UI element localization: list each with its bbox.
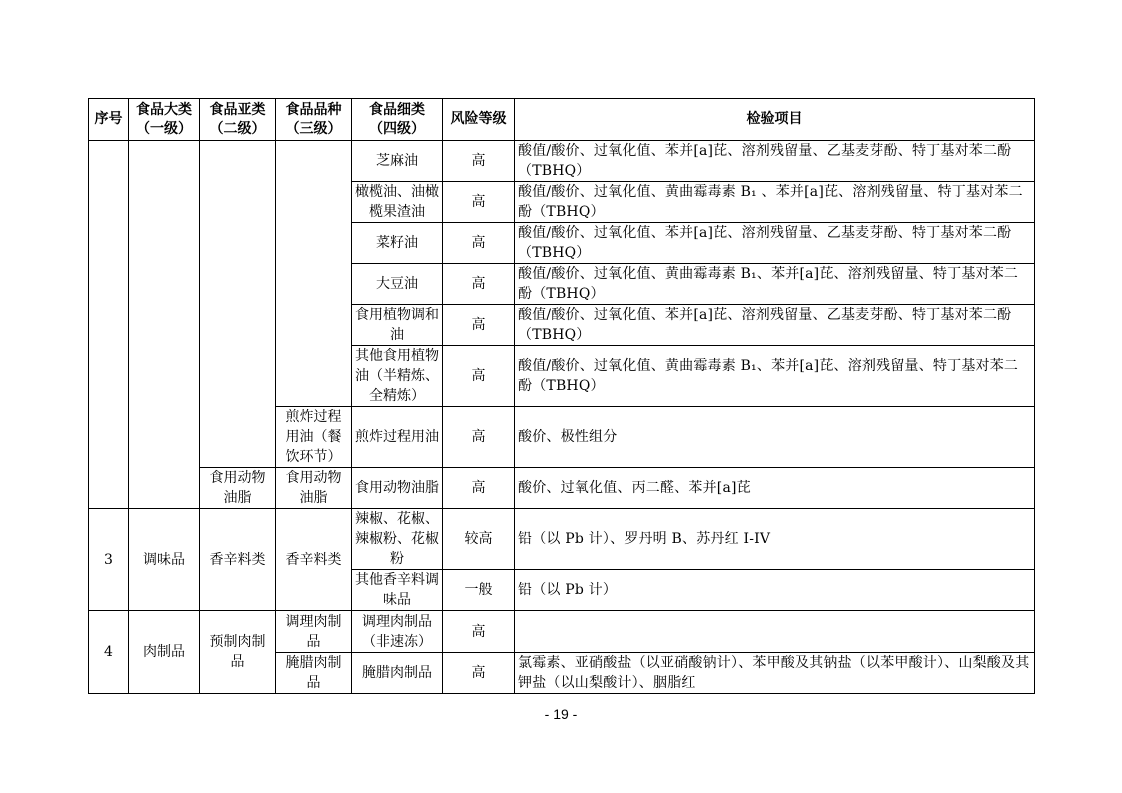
subclass-cell: 食用动物油脂: [200, 468, 276, 509]
sub-cell: 橄榄油、油橄榄果渣油: [352, 182, 443, 223]
header-category-2: 食品亚类 （二级）: [200, 99, 276, 141]
items-cell: 酸价、极性组分: [515, 407, 1035, 468]
items-cell: 铅（以 Pb 计）、罗丹明 B、苏丹红 I-IV: [515, 509, 1035, 570]
header-category-4: 食品细类 （四级）: [352, 99, 443, 141]
items-cell: [515, 611, 1035, 653]
risk-cell: 高: [443, 264, 515, 305]
sub-cell: 煎炸过程用油: [352, 407, 443, 468]
inspection-table: [88, 98, 1035, 694]
header-risk: 风险等级: [443, 99, 515, 141]
variety-cell: [276, 141, 352, 407]
sub-cell: 腌腊肉制品: [352, 653, 443, 694]
table-row: [89, 141, 1035, 182]
variety-cell: 腌腊肉制品: [276, 653, 352, 694]
risk-cell: 高: [443, 141, 515, 182]
subclass-cell: 香辛料类: [200, 509, 276, 611]
items-cell: 铅（以 Pb 计）: [515, 570, 1035, 611]
sub-cell: 食用动物油脂: [352, 468, 443, 509]
sub-cell: 调理肉制品（非速冻）: [352, 611, 443, 653]
major-cell: 调味品: [129, 509, 200, 611]
sub-cell: 其他香辛料调味品: [352, 570, 443, 611]
risk-cell: 一般: [443, 570, 515, 611]
risk-cell: 高: [443, 407, 515, 468]
header-row: [89, 99, 1035, 141]
risk-cell: 高: [443, 611, 515, 653]
page-number: - 19 -: [544, 706, 578, 722]
sub-cell: 菜籽油: [352, 223, 443, 264]
major-cell: 肉制品: [129, 611, 200, 694]
seq-cell: 4: [89, 611, 129, 694]
risk-cell: 高: [443, 346, 515, 407]
subclass-cell: [200, 141, 276, 468]
sub-cell: 食用植物调和油: [352, 305, 443, 346]
risk-cell: 高: [443, 223, 515, 264]
table-row: [89, 468, 1035, 509]
risk-cell: 高: [443, 182, 515, 223]
sub-cell: 大豆油: [352, 264, 443, 305]
seq-cell: [89, 141, 129, 509]
subclass-cell: 预制肉制品: [200, 611, 276, 694]
items-cell: 酸值/酸价、过氧化值、苯并[a]芘、溶剂残留量、乙基麦芽酚、特丁基对苯二酚（TBHQ）: [515, 305, 1035, 346]
header-category-1: 食品大类 （一级）: [129, 99, 200, 141]
items-cell: 氯霉素、亚硝酸盐（以亚硝酸钠计）、苯甲酸及其钠盐（以苯甲酸计）、山梨酸及其钾盐（以山梨酸计）、胭脂红: [515, 653, 1035, 694]
header-items: 检验项目: [515, 99, 1035, 141]
header-seq: 序号: [89, 99, 129, 141]
risk-cell: 较高: [443, 509, 515, 570]
items-cell: 酸值/酸价、过氧化值、苯并[a]芘、溶剂残留量、乙基麦芽酚、特丁基对苯二酚（TBHQ）: [515, 141, 1035, 182]
items-cell: 酸值/酸价、过氧化值、黄曲霉毒素 B₁、苯并[a]芘、溶剂残留量、特丁基对苯二酚（TBHQ）: [515, 346, 1035, 407]
major-cell: [129, 141, 200, 509]
table-row: [89, 509, 1035, 570]
items-cell: 酸价、过氧化值、丙二醛、苯并[a]芘: [515, 468, 1035, 509]
items-cell: 酸值/酸价、过氧化值、黄曲霉毒素 B₁、苯并[a]芘、溶剂残留量、特丁基对苯二酚（TBHQ）: [515, 264, 1035, 305]
items-cell: 酸值/酸价、过氧化值、黄曲霉毒素 B₁ 、苯并[a]芘、溶剂残留量、特丁基对苯二酚（TBHQ）: [515, 182, 1035, 223]
table-row: [89, 611, 1035, 653]
risk-cell: 高: [443, 653, 515, 694]
sub-cell: 辣椒、花椒、辣椒粉、花椒粉: [352, 509, 443, 570]
items-cell: 酸值/酸价、过氧化值、苯并[a]芘、溶剂残留量、乙基麦芽酚、特丁基对苯二酚（TBHQ）: [515, 223, 1035, 264]
sub-cell: 芝麻油: [352, 141, 443, 182]
header-category-3: 食品品种 （三级）: [276, 99, 352, 141]
risk-cell: 高: [443, 468, 515, 509]
sub-cell: 其他食用植物油（半精炼、全精炼）: [352, 346, 443, 407]
variety-cell: 食用动物油脂: [276, 468, 352, 509]
variety-cell: 香辛料类: [276, 509, 352, 611]
variety-cell: 调理肉制品: [276, 611, 352, 653]
variety-cell: 煎炸过程用油（餐饮环节）: [276, 407, 352, 468]
risk-cell: 高: [443, 305, 515, 346]
seq-cell: 3: [89, 509, 129, 611]
